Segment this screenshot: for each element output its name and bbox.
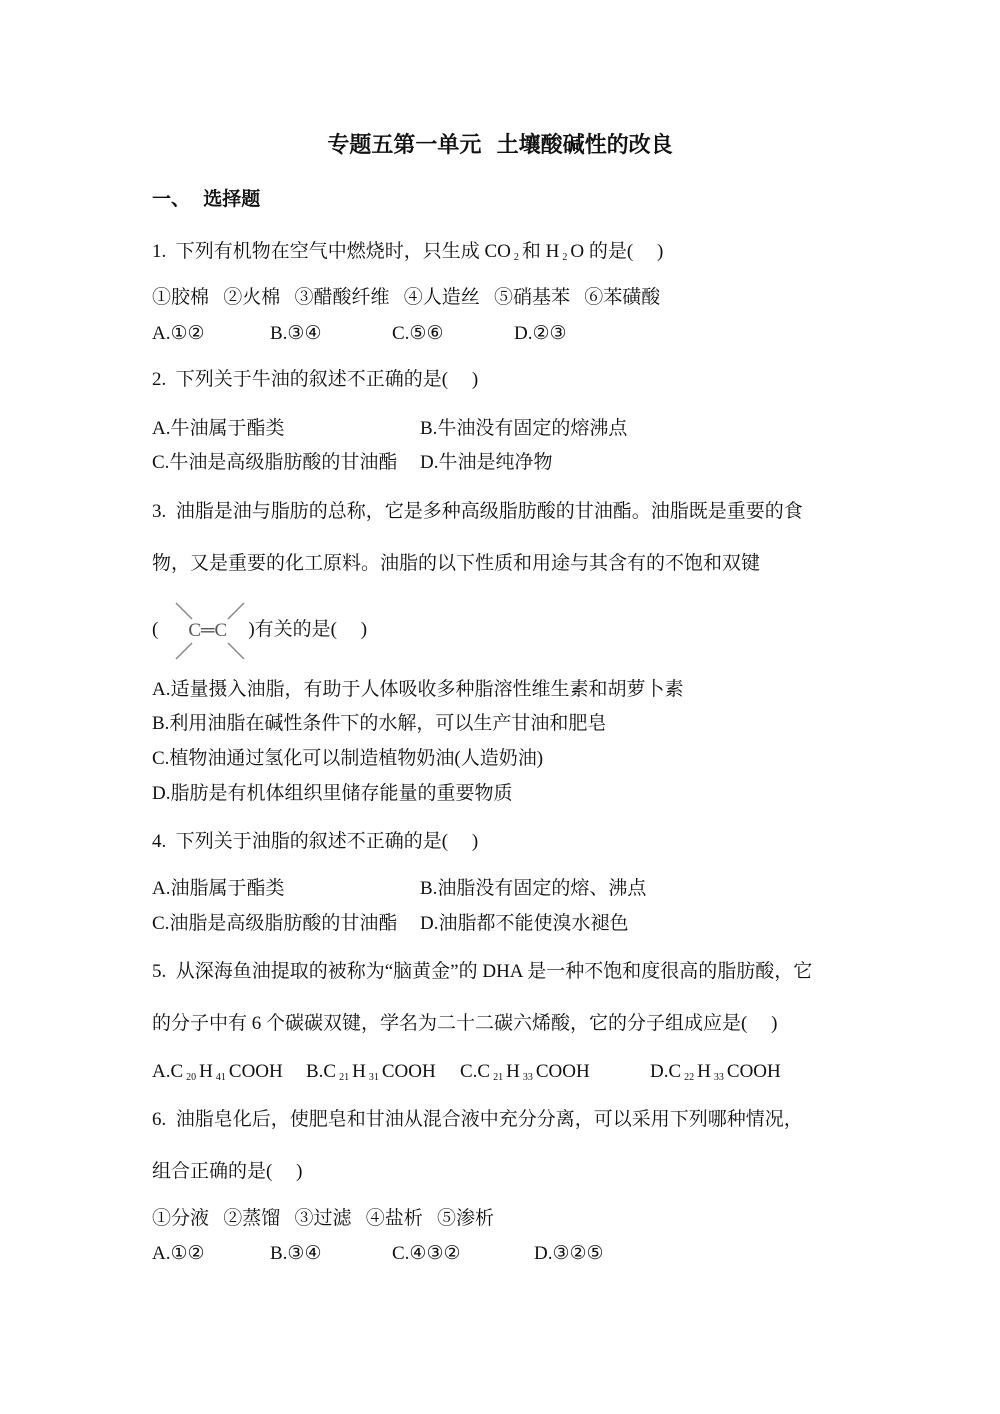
question-2-options [152, 417, 641, 441]
option-b: B.牛油没有固定的熔沸点 [420, 418, 628, 439]
option-a: A.牛油属于酯类 [152, 418, 285, 439]
question-3-stem: ( C═C )有关的是( ) [152, 618, 367, 643]
option-a: A.①② [152, 1243, 205, 1264]
option-a: A.①② [152, 323, 205, 344]
option-d: D.C $_{22}$ H $_{33}$ COOH [650, 1061, 781, 1083]
question-6-options [152, 1242, 618, 1266]
question-2-options [152, 451, 566, 475]
option-c: C.④③② [392, 1243, 461, 1264]
question-3-option: A.适量摄入油脂，有助于人体吸收多种脂溶性维生素和胡萝卜素 [152, 679, 684, 700]
question-1-options [152, 322, 581, 346]
question-4-stem: 4. 下列关于油脂的叙述不正确的是( ) [152, 831, 479, 852]
question-3-option: B.利用油脂在碱性条件下的水解，可以生产甘油和肥皂 [152, 713, 607, 734]
option-c: C.C $_{21}$ H $_{33}$ COOH [460, 1061, 590, 1083]
question-1-stem: 1. 下列有机物在空气中燃烧时，只生成 CO $_2$ 和 H $_2$ O 的是( ) [152, 241, 664, 263]
question-3-option: C.植物油通过氢化可以制造植物奶油(人造奶油) [152, 748, 544, 769]
question-5-options [152, 1060, 804, 1090]
question-3-option: D.脂肪是有机体组织里储存能量的重要物质 [152, 783, 513, 804]
option-c: C.牛油是高级脂肪酸的甘油酯 [152, 452, 398, 473]
option-b: B.C $_{21}$ H $_{31}$ COOH [306, 1061, 436, 1083]
page-title: 专题五第一单元 土壤酸碱性的改良 [327, 133, 673, 158]
option-c: C.油脂是高级脂肪酸的甘油酯 [152, 913, 398, 934]
question-4-options [152, 877, 660, 901]
section-heading: 一、 选择题 [152, 188, 261, 210]
question-1-items: ①胶棉 ②火棉 ③醋酸纤维 ④人造丝 ⑤硝基苯 ⑥苯磺酸 [152, 287, 661, 308]
option-d: D.油脂都不能使溴水褪色 [420, 913, 629, 934]
option-b: B.③④ [270, 1243, 322, 1264]
question-3-stem: 物，又是重要的化工原料。油脂的以下性质和用途与其含有的不饱和双键 [152, 553, 761, 574]
question-6-stem: 组合正确的是( ) [152, 1161, 303, 1182]
option-c: C.⑤⑥ [392, 323, 444, 344]
double-bond-structure: C═C [158, 619, 248, 643]
option-b: B.油脂没有固定的熔、沸点 [420, 878, 647, 899]
option-a: A.油脂属于酯类 [152, 878, 285, 899]
question-3-stem: 3. 油脂是油与脂肪的总称，它是多种高级脂肪酸的甘油酯。油脂既是重要的食 [152, 501, 803, 522]
question-4-options [152, 912, 642, 936]
question-5-stem: 5. 从深海鱼油提取的被称为“脑黄金”的 DHA 是一种不饱和度很高的脂肪酸，它 [152, 961, 813, 982]
option-d: D.③②⑤ [534, 1243, 604, 1264]
question-6-items: ①分液 ②蒸馏 ③过滤 ④盐析 ⑤渗析 [152, 1208, 495, 1229]
question-2-stem: 2. 下列关于牛油的叙述不正确的是( ) [152, 369, 479, 390]
option-d: D.牛油是纯净物 [420, 452, 553, 473]
question-6-stem: 6. 油脂皂化后，使肥皂和甘油从混合液中充分分离，可以采用下列哪种情况， [152, 1109, 803, 1130]
option-d: D.②③ [514, 323, 567, 344]
option-b: B.③④ [270, 323, 322, 344]
option-a: A.C $_{20}$ H $_{41}$ COOH [152, 1061, 283, 1083]
question-5-stem: 的分子中有 6 个碳碳双键，学名为二十二碳六烯酸，它的分子组成应是( ) [152, 1013, 778, 1034]
